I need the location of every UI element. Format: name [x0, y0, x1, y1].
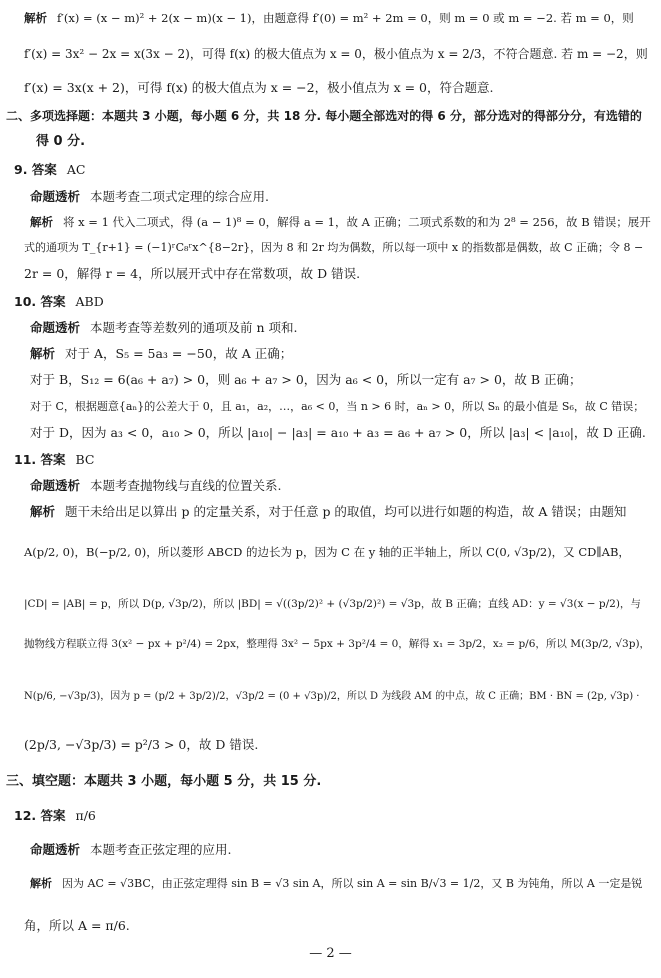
line-text: 因为 AC = √3BC，由正弦定理得 sin B = √3 sin A，所以 sin A = sin B/√3 = 1/2，又 B 为钝角，所以 A 一定是锐	[62, 877, 643, 890]
text-line	[24, 596, 641, 612]
text-line	[30, 372, 582, 388]
line-label: 命题透析	[30, 320, 81, 335]
text-line	[30, 189, 269, 205]
text-line	[30, 478, 282, 494]
line-text: |CD| = |AB| = p，所以 D(p, √3p/2)，所以 |BD| = √((3p/2)² + (√3p/2)²) = √3p，故 B 正确；直线 AD：y = √3(x − p/2)，与	[24, 598, 641, 610]
text-line	[24, 46, 648, 62]
line-label: 命题透析	[30, 478, 81, 493]
section-heading	[6, 108, 642, 124]
text-line	[24, 689, 639, 705]
line-text: 角，所以 A = π/6.	[24, 918, 130, 933]
text-line	[30, 399, 644, 415]
text-line	[24, 240, 643, 256]
page-number: — 2 —	[309, 946, 352, 961]
text-line	[30, 320, 298, 336]
line-text: 抛物线方程联立得 3(x² − px + p²/4) = 2px，整理得 3x² − 5px + 3p²/4 = 0，解得 x₁ = 3p/2，x₂ = p/6，所以 M(3p/2, √3p)，	[24, 638, 651, 650]
line-text: 得 0 分.	[36, 134, 86, 149]
line-text: 本题考查二项式定理的综合应用.	[90, 189, 269, 204]
text-line	[24, 636, 650, 652]
line-text: 本题考查抛物线与直线的位置关系.	[90, 478, 282, 493]
text-line	[14, 452, 94, 468]
line-text: 题干未给出足以算出 p 的定量关系，对于任意 p 的取值，均可以进行如题的构造，故 A 错误；由题知	[65, 504, 627, 519]
line-text: 式的通项为 T_{r+1} = (−1)ʳC₈ʳx^{8−2r}，因为 8 和 2r 均为偶数，所以每一项中 x 的指数都是偶数，故 C 正确；令 8 −	[24, 241, 644, 254]
line-text: f′(x) = 3x² − 2x = x(3x − 2)，可得 f(x) 的极大值点为 x = 0，极小值点为 x = 2/3，不符合题意. 若 m = −2，则	[24, 47, 648, 61]
line-text: 对于 A，S₅ = 5a₃ = −50，故 A 正确；	[65, 346, 293, 361]
line-text: 将 x = 1 代入二项式，得 (a − 1)⁸ = 0，解得 a = 1，故 A 正确；二项式系数的和为 2⁸ = 256，故 B 错误；展开	[63, 215, 651, 229]
line-text: 对于 C，根据题意{aₙ}的公差大于 0，且 a₁，a₂，…，a₆ < 0，当 n > 6 时，aₙ > 0，所以 Sₙ 的最小值是 S₆，故 C 错误；	[30, 400, 645, 413]
text-line	[24, 544, 630, 560]
line-label: 解析	[30, 215, 53, 229]
line-text: π/6	[75, 808, 96, 823]
text-line	[30, 504, 626, 520]
line-text: 本题考查正弦定理的应用.	[90, 842, 232, 857]
line-label: 解析	[24, 11, 47, 25]
line-text: AC	[66, 162, 86, 177]
line-text: BC	[75, 452, 95, 467]
line-label: 解析	[30, 504, 56, 519]
section-heading	[6, 774, 321, 790]
text-line	[24, 10, 634, 26]
text-line	[30, 842, 232, 858]
line-text: ABD	[75, 294, 104, 309]
line-text: f′(x) = 3x(x + 2)，可得 f(x) 的极大值点为 x = −2，极小值点为 x = 0，符合题意.	[24, 80, 494, 95]
text-line	[24, 266, 360, 282]
line-label: 12. 答案	[14, 808, 66, 823]
text-line	[30, 214, 651, 230]
text-line	[30, 425, 646, 441]
text-line	[24, 918, 130, 934]
text-line	[14, 294, 104, 310]
line-label: 解析	[30, 346, 56, 361]
line-label: 命题透析	[30, 842, 81, 857]
line-text: (2p/3, −√3p/3) = p²/3 > 0，故 D 错误.	[24, 737, 259, 752]
line-label: 9. 答案	[14, 162, 57, 177]
line-text: 二、多项选择题：本题共 3 小题，每小题 6 分，共 18 分. 每小题全部选对的得 6 分，部分选对的得部分分，有选错的	[6, 109, 642, 123]
line-text: 对于 D，因为 a₃ < 0，a₁₀ > 0，所以 |a₁₀| − |a₃| = a₁₀ + a₃ = a₆ + a₇ > 0，所以 |a₃| < |a₁₀|，故 D 正确.	[30, 425, 646, 440]
line-label: 命题透析	[30, 189, 81, 204]
text-line	[14, 162, 85, 178]
section-heading	[36, 134, 85, 150]
text-line	[30, 346, 292, 362]
line-text: f′(x) = (x − m)² + 2(x − m)(x − 1)，由题意得 f′(0) = m² + 2m = 0，则 m = 0 或 m = −2. 若 m = 0，则	[57, 11, 634, 25]
line-text: 三、填空题：本题共 3 小题，每小题 5 分，共 15 分.	[6, 774, 322, 789]
line-text: 对于 B，S₁₂ = 6(a₆ + a₇) > 0，则 a₆ + a₇ > 0，因为 a₆ < 0，所以一定有 a₇ > 0，故 B 正确；	[30, 372, 582, 387]
line-label: 解析	[30, 877, 52, 890]
line-text: 2r = 0，解得 r = 4，所以展开式中存在常数项，故 D 错误.	[24, 266, 361, 281]
line-text: A(p/2, 0)，B(−p/2, 0)，所以菱形 ABCD 的边长为 p，因为 C 在 y 轴的正半轴上，所以 C(0, √3p/2)，又 CD∥AB，	[24, 545, 630, 559]
text-line	[24, 737, 258, 753]
line-label: 10. 答案	[14, 294, 66, 309]
text-line	[14, 808, 96, 824]
line-label: 11. 答案	[14, 452, 66, 467]
text-line	[24, 80, 493, 96]
line-text: N(p/6, −√3p/3)，因为 p = (p/2 + 3p/2)/2，√3p/2 = (0 + √3p)/2，所以 D 为线段 AM 的中点，故 C 正确；BM · BN = (2p, √3p) ·	[24, 691, 640, 702]
text-line	[30, 876, 642, 892]
line-text: 本题考查等差数列的通项及前 n 项和.	[90, 320, 298, 335]
